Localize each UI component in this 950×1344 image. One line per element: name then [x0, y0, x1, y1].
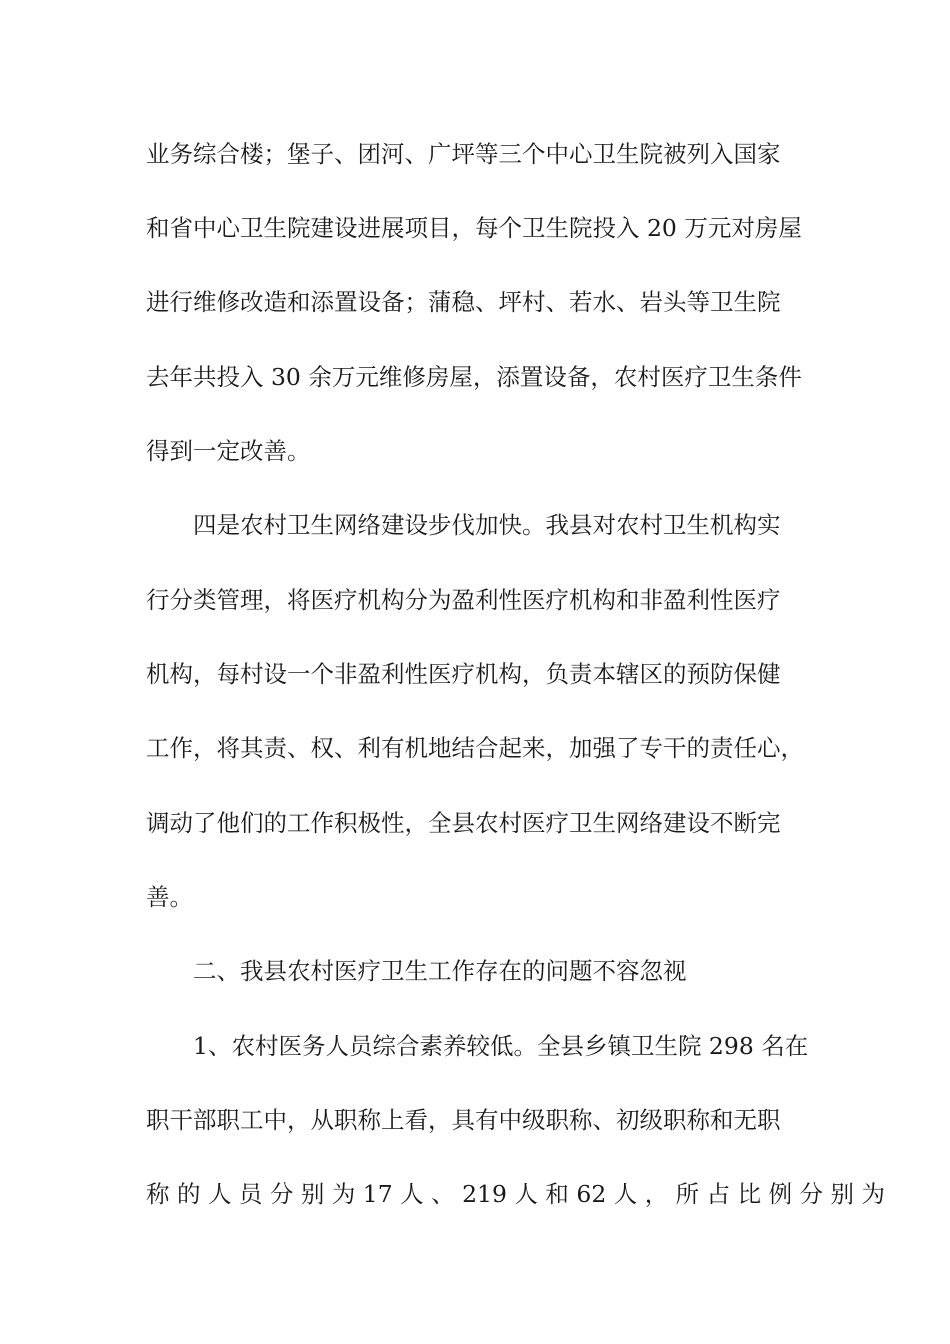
paragraph-first-line: 四是农村卫生网络建设步伐加快。我县对农村卫生机构实: [193, 511, 781, 539]
text-line: 进行维修改造和添置设备；蒲稳、坪村、若水、岩头等卫生院: [146, 288, 781, 316]
text-line: 行分类管理，将医疗机构分为盈利性医疗机构和非盈利性医疗: [146, 586, 781, 614]
text-line: 和省中心卫生院建设进展项目，每个卫生院投入 20 万元对房屋: [146, 214, 802, 242]
text-line: 称 的 人 员 分 别 为 17 人 、 219 人 和 62 人 ， 所 占 比 例 分 别 为: [146, 1180, 885, 1208]
text-line: 调动了他们的工作积极性，全县农村医疗卫生网络建设不断完: [146, 809, 781, 837]
text-line: 得到一定改善。: [146, 437, 311, 465]
paragraph-first-line: 1、农村医务人员综合素养较低。全县乡镇卫生院 298 名在: [193, 1032, 809, 1060]
text-line: 善。: [146, 883, 193, 911]
text-line: 去年共投入 30 余万元维修房屋，添置设备，农村医疗卫生条件: [146, 363, 802, 391]
text-line: 职干部职工中，从职称上看，具有中级职称、初级职称和无职: [146, 1106, 781, 1134]
text-line: 业务综合楼；堡子、团河、广坪等三个中心卫生院被列入国家: [146, 140, 781, 168]
section-heading: 二、我县农村医疗卫生工作存在的问题不容忽视: [193, 957, 687, 985]
text-line: 工作，将其责、权、利有机地结合起来，加强了专干的责任心，: [146, 734, 804, 762]
text-line: 机构，每村设一个非盈利性医疗机构，负责本辖区的预防保健: [146, 660, 781, 688]
